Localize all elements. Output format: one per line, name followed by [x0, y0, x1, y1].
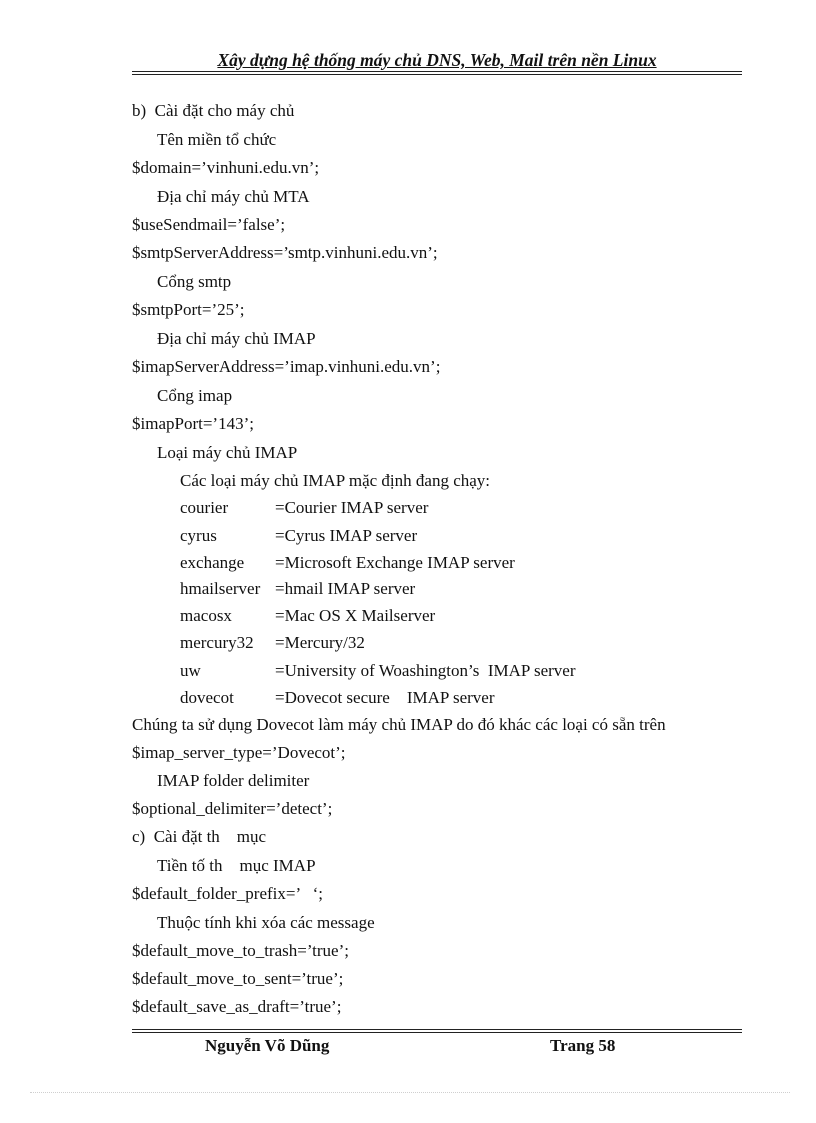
imap-type-desc: =Cyrus IMAP server — [275, 526, 418, 545]
code-line: $default_save_as_draft=’true’; — [132, 997, 342, 1016]
section-heading-b: b) Cài đặt cho máy chủ — [132, 101, 295, 120]
header-title: Xây dựng hệ thống máy chủ DNS, Web, Mail trên nền Linux — [217, 50, 657, 70]
imap-type-name: courier — [180, 498, 229, 517]
footer-author: Nguyễn Võ Dũng — [205, 1036, 330, 1055]
imap-type-desc: =Mercury/32 — [275, 633, 365, 652]
footer-page-number: Trang 58 — [550, 1036, 616, 1055]
imap-type-name: exchange — [180, 553, 245, 572]
code-line: $optional_delimiter=’detect’; — [132, 799, 333, 818]
imap-type-name: mercury32 — [180, 633, 254, 652]
imap-type-name: hmailserver — [180, 579, 261, 598]
code-line: $domain=’vinhuni.edu.vn’; — [132, 158, 320, 177]
comment-line: IMAP folder delimiter — [157, 771, 310, 790]
header-rule-2 — [132, 74, 742, 75]
code-line: $imapServerAddress=’imap.vinhuni.edu.vn’; — [132, 357, 441, 376]
imap-type-name: macosx — [180, 606, 232, 625]
code-line: $default_move_to_trash=’true’; — [132, 941, 349, 960]
footer-rule-2 — [132, 1032, 742, 1033]
imap-type-desc: =University of Woashington’s IMAP server — [275, 661, 576, 680]
imap-type-desc: =Dovecot secure IMAP server — [275, 688, 495, 707]
header-rule — [132, 71, 742, 72]
imap-type-desc: =Microsoft Exchange IMAP server — [275, 553, 515, 572]
imap-type-desc: =hmail IMAP server — [275, 579, 416, 598]
footer-rule — [132, 1029, 742, 1030]
imap-type-desc: =Mac OS X Mailserver — [275, 606, 436, 625]
imap-type-name: dovecot — [180, 688, 234, 707]
code-line: $smtpServerAddress=’smtp.vinhuni.edu.vn’; — [132, 243, 438, 262]
section-heading-c: c) Cài đặt th mục — [132, 827, 267, 846]
imap-type-desc: =Courier IMAP server — [275, 498, 429, 517]
paragraph: Chúng ta sử dụng Dovecot làm máy chủ IMAP do đó khác các loại có sẵn trên — [132, 715, 666, 734]
page-edge-divider — [30, 1092, 790, 1093]
imap-type-name: cyrus — [180, 526, 217, 545]
comment-line: Tên miền tổ chức — [157, 130, 277, 149]
comment-line: Thuộc tính khi xóa các message — [157, 913, 375, 932]
comment-line: Địa chỉ máy chủ MTA — [157, 187, 310, 206]
code-line: $imap_server_type=’Dovecot’; — [132, 743, 346, 762]
list-intro: Các loại máy chủ IMAP mặc định đang chạy: — [180, 471, 491, 490]
comment-line: Loại máy chủ IMAP — [157, 443, 298, 462]
code-line: $default_folder_prefix=’ ‘; — [132, 884, 324, 903]
comment-line: Tiền tố th mục IMAP — [157, 856, 316, 875]
comment-line: Cổng imap — [157, 386, 233, 405]
code-line: $imapPort=’143’; — [132, 414, 254, 433]
comment-line: Cổng smtp — [157, 272, 232, 291]
code-line: $useSendmail=’false’; — [132, 215, 286, 234]
code-line: $smtpPort=’25’; — [132, 300, 245, 319]
imap-type-name: uw — [180, 661, 201, 680]
code-line: $default_move_to_sent=’true’; — [132, 969, 344, 988]
comment-line: Địa chỉ máy chủ IMAP — [157, 329, 316, 348]
